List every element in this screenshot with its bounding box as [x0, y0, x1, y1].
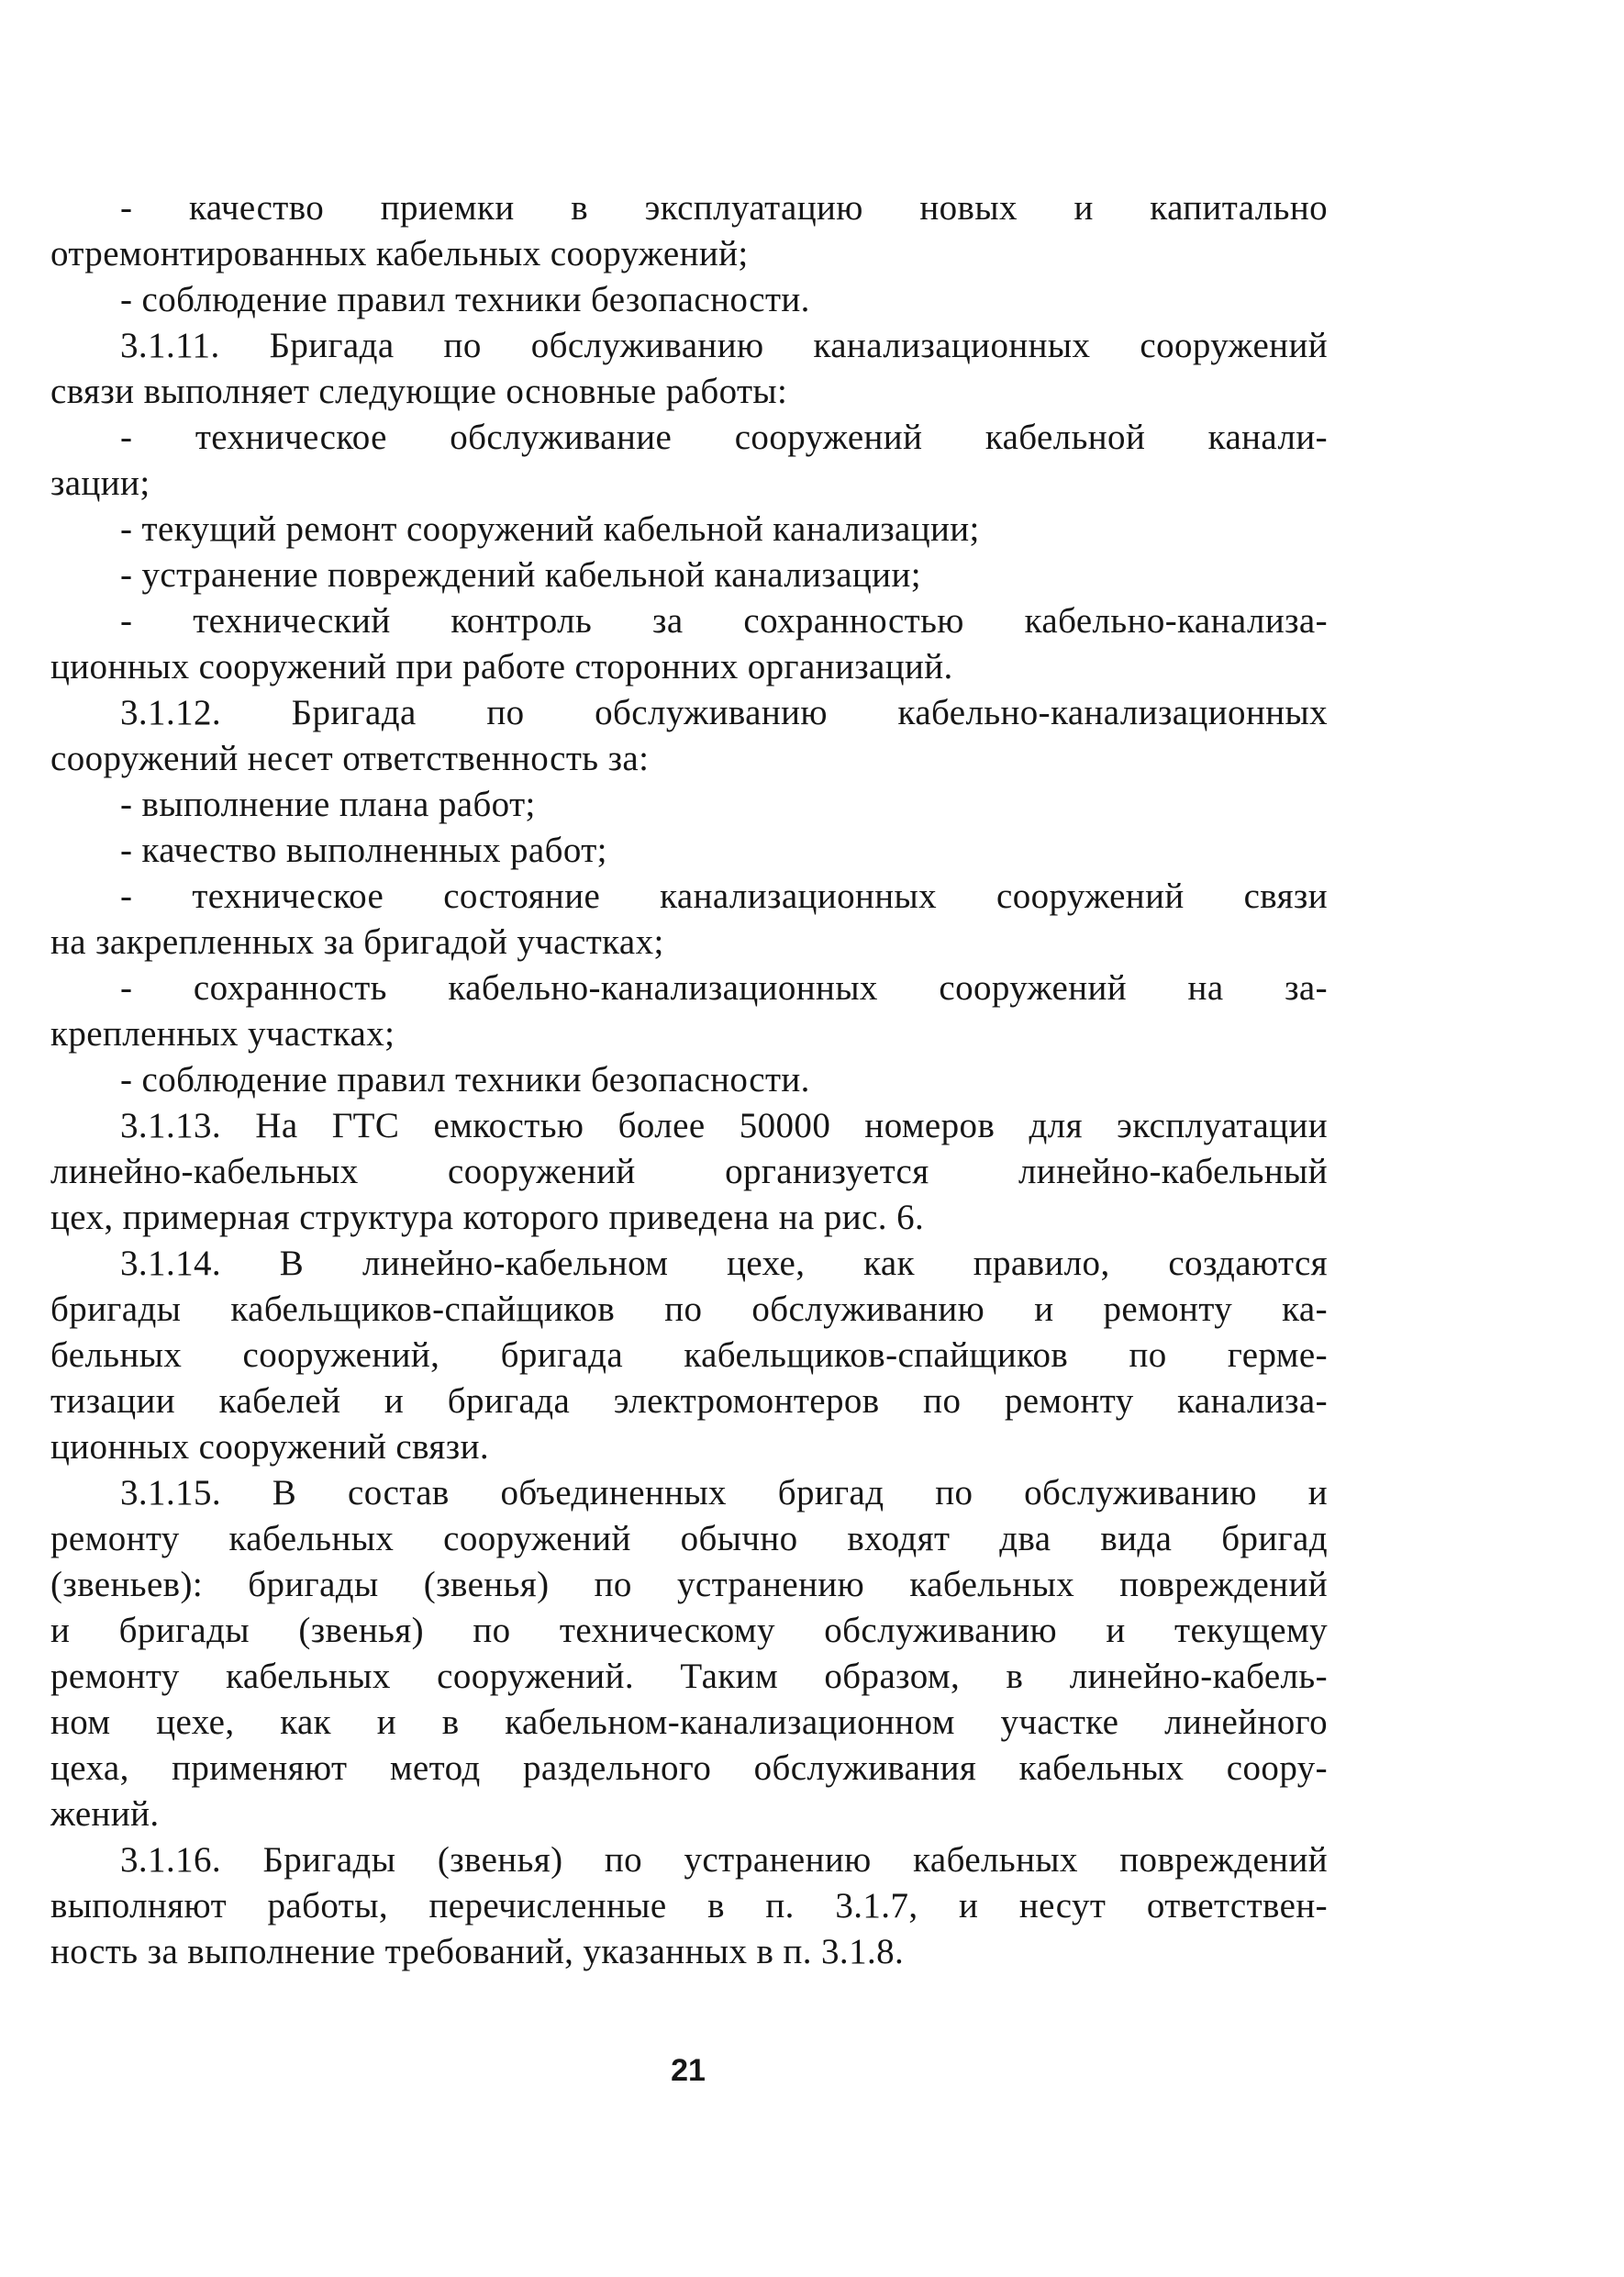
list-item: - технический контроль за сохранностью кабельно-канализа-	[120, 601, 1328, 641]
page-number: 21	[671, 2053, 706, 2088]
text-line: (звеньев): бригады (звенья) по устранению кабельных повреждений	[50, 1565, 1328, 1604]
section-3-1-16-heading-line: 3.1.16. Бригады (звенья) по устранению кабельных повреждений	[120, 1840, 1328, 1880]
list-item: - качество выполненных работ;	[120, 831, 607, 870]
text-line: ционных сооружений при работе сторонних организаций.	[50, 647, 953, 686]
text-line: линейно-кабельных сооружений организуется линейно-кабельный	[50, 1152, 1328, 1191]
text-line: крепленных участках;	[50, 1014, 395, 1054]
text-line: цех, примерная структура которого приведена на рис. 6.	[50, 1198, 925, 1237]
text-line: бригады кабельщиков-спайщиков по обслуживанию и ремонту ка-	[50, 1289, 1328, 1329]
list-item: - сохранность кабельно-канализационных сооружений на за-	[120, 968, 1328, 1008]
text-line: жений.	[50, 1794, 160, 1834]
list-item: - устранение повреждений кабельной канализации;	[120, 555, 921, 595]
text-line: тизации кабелей и бригада электромонтеров по ремонту канализа-	[50, 1381, 1328, 1421]
text-line: цеха, применяют метод раздельного обслуживания кабельных соору-	[50, 1748, 1328, 1788]
text-line: и бригады (звенья) по техническому обслуживанию и текущему	[50, 1611, 1328, 1650]
text-line: выполняют работы, перечисленные в п. 3.1.7, и несут ответствен-	[50, 1886, 1328, 1925]
text-line: ремонту кабельных сооружений. Таким образом, в линейно-кабель-	[50, 1657, 1328, 1696]
text-line: отремонтированных кабельных сооружений;	[50, 234, 749, 273]
text-line: - соблюдение правил техники безопасности.	[120, 280, 810, 319]
text-line: - качество приемки в эксплуатацию новых и капитально	[120, 188, 1328, 228]
list-item: - соблюдение правил техники безопасности.	[120, 1060, 810, 1099]
text-line: сооружений несет ответственность за:	[50, 739, 650, 778]
text-line: на закрепленных за бригадой участках;	[50, 922, 664, 962]
section-3-1-13-heading-line: 3.1.13. На ГТС емкостью более 50000 номеров для эксплуатации	[120, 1106, 1328, 1145]
text-line: зации;	[50, 463, 150, 503]
section-3-1-12-heading-line: 3.1.12. Бригада по обслуживанию кабельно-канализационных	[120, 693, 1328, 732]
text-line: ционных сооружений связи.	[50, 1427, 489, 1467]
list-item: - выполнение плана работ;	[120, 785, 536, 824]
text-line: ном цехе, как и в кабельном-канализационном участке линейного	[50, 1702, 1328, 1742]
list-item: - техническое состояние канализационных сооружений связи	[120, 876, 1328, 916]
text-line: ремонту кабельных сооружений обычно входят два вида бригад	[50, 1519, 1328, 1558]
text-line: связи выполняет следующие основные работы:	[50, 372, 788, 411]
list-item: - текущий ремонт сооружений кабельной канализации;	[120, 509, 980, 549]
section-3-1-11-heading-line: 3.1.11. Бригада по обслуживанию канализационных сооружений	[120, 326, 1328, 365]
text-line: бельных сооружений, бригада кабельщиков-спайщиков по герме-	[50, 1335, 1328, 1375]
text-line: ность за выполнение требований, указанных в п. 3.1.8.	[50, 1932, 905, 1971]
section-3-1-14-heading-line: 3.1.14. В линейно-кабельном цехе, как правило, создаются	[120, 1244, 1328, 1283]
list-item: - техническое обслуживание сооружений кабельной канали-	[120, 418, 1328, 457]
section-3-1-15-heading-line: 3.1.15. В состав объединенных бригад по обслуживанию и	[120, 1473, 1328, 1512]
